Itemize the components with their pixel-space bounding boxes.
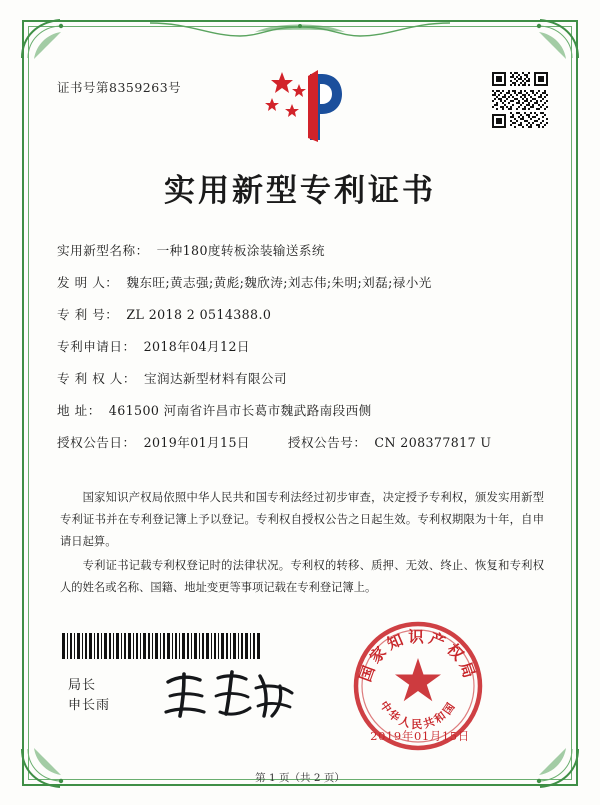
page-title: 实用新型专利证书 xyxy=(164,173,436,209)
field-value: 一种180度转板涂装输送系统 xyxy=(156,243,325,258)
top-edge-ornament-icon xyxy=(150,20,450,46)
field-label: 专利申请日： xyxy=(57,339,136,354)
field-row-grant xyxy=(57,432,547,451)
qr-code-icon xyxy=(492,72,548,128)
field-value: 魏东旺;黄志强;黄彪;魏欣涛;刘志伟;朱明;刘磊;禄小光 xyxy=(126,275,432,290)
field-row-address xyxy=(57,400,547,419)
field-label: 发 明 人： xyxy=(57,275,119,290)
seal-top-text: 国家知识产权局 xyxy=(355,627,481,685)
director-title-line2: 申长雨 xyxy=(68,698,111,714)
director-title-line1: 局长 xyxy=(68,678,97,693)
cnipa-logo-icon xyxy=(252,68,352,146)
handwritten-signature-icon xyxy=(160,666,300,724)
director-title xyxy=(68,676,110,716)
field-row-application-date xyxy=(57,336,547,355)
grant-number-label: 授权公告号： xyxy=(287,435,367,450)
field-label: 专 利 号： xyxy=(57,307,119,322)
field-label: 实用新型名称： xyxy=(57,243,149,258)
field-label: 专 利 权 人： xyxy=(57,371,136,386)
seal-bottom-text: 中华人民共和国 xyxy=(377,698,459,731)
paragraph-1: 国家知识产权局依照中华人民共和国专利法经过初步审查，决定授予专利权，颁发实用新型专利证书并在专利登记簿上予以登记。专利权自授权公告之日起生效。专利权期限为十年，自申请日起算。 xyxy=(60,491,544,549)
field-row-utility-model-name xyxy=(57,240,547,259)
field-value: 461500 河南省许昌市长葛市魏武路南段西侧 xyxy=(108,403,372,418)
field-list xyxy=(57,240,547,464)
field-row-patent-number xyxy=(57,304,547,323)
grant-date-value: 2019年01月15日 xyxy=(143,435,250,450)
body-text xyxy=(60,487,544,601)
field-row-patentee xyxy=(57,368,547,387)
field-value: 宝润达新型材料有限公司 xyxy=(143,371,287,386)
grant-date-label: 授权公告日： xyxy=(57,435,136,450)
grant-number-value: CN 208377817 U xyxy=(374,435,492,450)
field-row-inventors xyxy=(57,272,547,291)
paragraph-2: 专利证书记载专利权登记时的法律状况。专利权的转移、质押、无效、终止、恢复和专利权人的姓名或名称、国籍、地址变更等事项记载在专利登记簿上。 xyxy=(60,559,544,595)
certificate-number: 证书号第8359263号 xyxy=(57,80,182,95)
barcode-icon xyxy=(62,633,262,659)
svg-text:中华人民共和国 xyxy=(377,698,459,731)
page-footer: 第 1 页（共 2 页） xyxy=(255,772,345,784)
field-label: 地 址： xyxy=(57,403,101,418)
field-value: ZL 2018 2 0514388.0 xyxy=(126,307,272,322)
seal-date: 2019年01月15日 xyxy=(370,729,470,743)
field-value: 2018年04月12日 xyxy=(143,339,250,354)
